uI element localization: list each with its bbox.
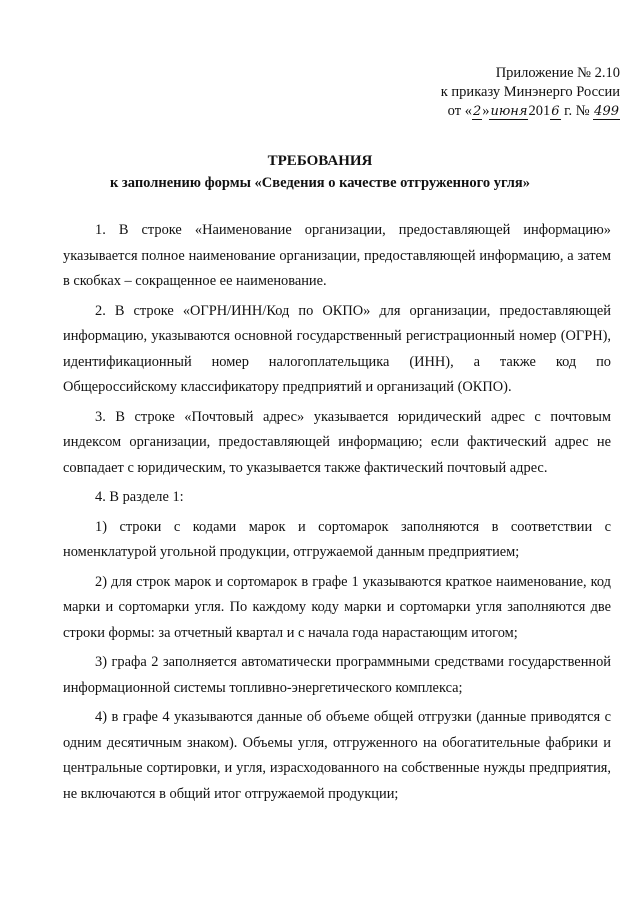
handwritten-year-digit: 6: [551, 104, 560, 119]
appendix-header: [400, 64, 620, 121]
handwritten-day: 2: [472, 104, 482, 119]
order-reference: к приказу Минэнерго России: [440, 84, 620, 100]
paragraph-4-4: 4) в графе 4 указываются данные об объеме общей отгрузки (данные приводятся с одним десятичным знаком). Объемы угля, отгруженного на обогатительные фабрики и центральные сортировки, и угля, израсходованного на собственные нужды предприятия, не включаются в общий итог отгружаемой продукции;: [63, 709, 611, 802]
appendix-number: Приложение № 2.10: [495, 65, 620, 81]
paragraph-4: 4. В разделе 1:: [95, 489, 184, 505]
date-prefix: от «: [447, 103, 472, 119]
paragraph-2: 2. В строке «ОГРН/ИНН/Код по ОКПО» для организации, предоставляющей информацию, указываются основной государственный регистрационный номер (ОГРН), идентификационный номер налогоплательщика (ИНН), а также код по Общероссийскому классификатору предприятий и организаций (ОКПО).: [63, 302, 611, 395]
paragraph-4-2: 2) для строк марок и сортомарок в графе 1 указываются краткое наименование, код марки и сортомарки угля. По каждому коду марки и сортомарки угля заполняются две строки формы: за отчетный квартал и с начала года нарастающим итогом;: [63, 573, 611, 641]
handwritten-month: июня: [490, 104, 528, 119]
handwritten-order-number: 499: [594, 104, 619, 119]
paragraph-3: 3. В строке «Почтовый адрес» указывается юридический адрес с почтовым индексом организации, предоставляющей информацию; если фактический адрес не совпадает с юридическим, то указывается также фактический почтовый адрес.: [63, 408, 611, 476]
year-prefix: 201: [528, 103, 551, 119]
date-quote: »: [482, 103, 490, 119]
document-subtitle: к заполнению формы «Сведения о качестве отгруженного угля»: [109, 175, 531, 191]
paragraph-4-3: 3) графа 2 заполняется автоматически программными средствами государственной информационной системы топливно-энергетического комплекса;: [63, 654, 611, 696]
year-tail: г. №: [560, 103, 590, 119]
document-body: [63, 218, 611, 811]
paragraph-1: 1. В строке «Наименование организации, предоставляющей информацию» указывается полное наименование организации, предоставляющей информацию, а затем в скобках – сокращенное ее наименование.: [63, 222, 611, 289]
order-date-number: [400, 102, 620, 121]
paragraph-4-1: 1) строки с кодами марок и сортомарок заполняются в соответствии с номенклатурой угольной продукции, отгружаемой данным предприятием;: [63, 518, 611, 560]
document-title: ТРЕБОВАНИЯ: [267, 153, 373, 169]
